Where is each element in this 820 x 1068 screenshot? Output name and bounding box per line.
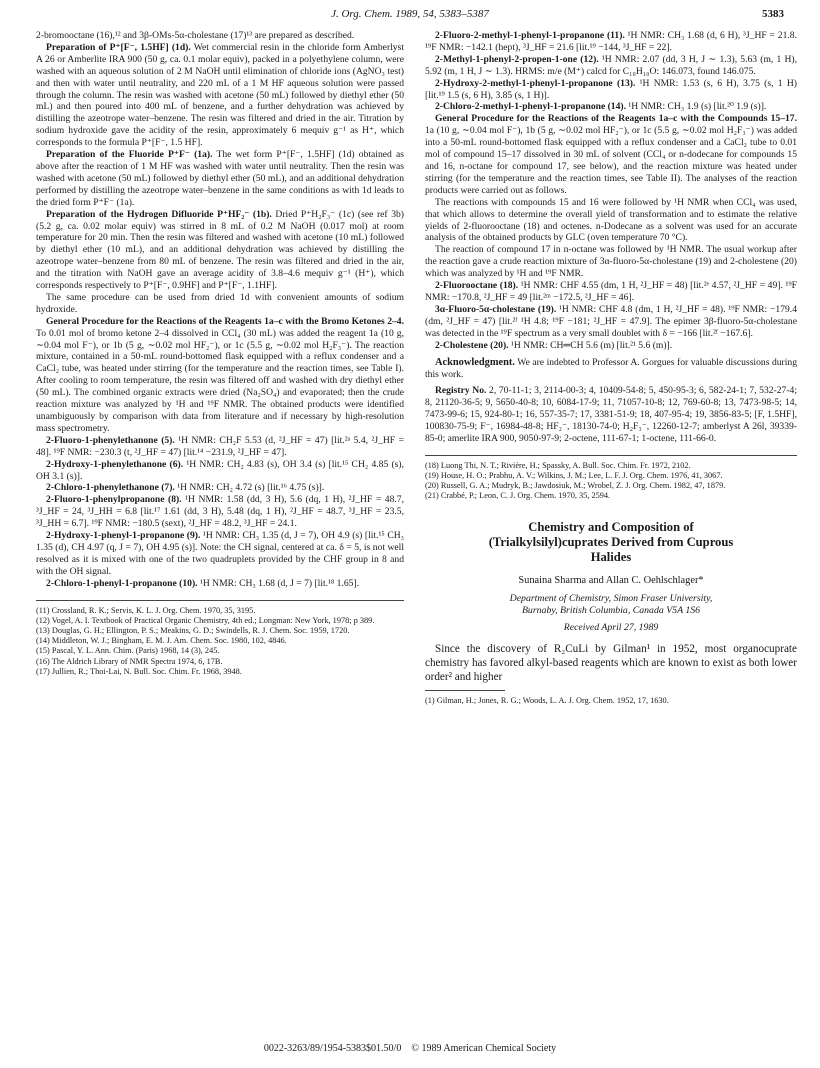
footnotes-right: [425, 461, 797, 502]
running-head: [0, 8, 820, 26]
footnote: (14) Middleton, W. J.; Bingham, E. M. J. Am. Chem. Soc. 1980, 102, 4846.: [36, 636, 287, 646]
compound-entry: [36, 482, 404, 494]
footnote-divider: [36, 600, 404, 601]
paragraph-text: 1a (10 g, ∼0.04 mol F⁻), 1b (5 g, ∼0.02 mol HF₂⁻), or 1c (5.5 g, ∼0.02 mol H₂F₃⁻) was added into a 50-mL round-bottomed flask equipped with a reflux condenser and a CaCl₂ tube to 0.01 mol of compound 15–17 dissolved in 30 mL of solvent (CCl₄ or n-dodecane for compounds 15 and 16, n-octane for compound 17, see below), and the reaction mixture was heated under stirring (for the temperature and the reaction times, see Table II). The analyses of the reaction products were carried out as follows.: [425, 125, 797, 196]
compound-name: 2-Hydroxy-1-phenyl-1-propanone (9).: [46, 530, 201, 542]
paragraph: The reaction of compound 17 in n-octane was followed by ¹H NMR. The usual workup after the reaction gave a crude reaction mixture of 3α-fluoro-5α-cholestane (19) and 2-cholestene (20) which was analyzed by ¹H and ¹⁹F NMR.: [425, 244, 797, 280]
compound-data: ¹H NMR: CHF 4.8 (dm, 1 H, ²J_HF = 48). ¹⁹F NMR: −179.4 (dm, ²J_HF = 47) [lit.²ᶠ ¹H 4.8; ¹⁹F −181; ²J_HF = 47.9]. The epimer 3β-fluoro-5α-cholestane was detected in the ¹⁹F spectrum as a very small doublet with δ = −166 [lit.²ᶠ −167.6].: [425, 303, 797, 339]
footnote: (13) Douglas, G. H.; Ellington, P. S.; Meakins, G. D.; Swindells, R. J. Chem. Soc. 1959, 1720.: [36, 626, 350, 635]
page-number: 5383: [762, 8, 784, 20]
compound-name: 2-Hydroxy-2-methyl-1-phenyl-1-propanone (13).: [435, 77, 636, 89]
registry-heading: Registry No.: [435, 385, 487, 397]
compound-data: ¹H NMR: CHF 4.55 (dm, 1 H, ²J_HF = 48) [lit.²ᵉ 4.57, ²J_HF = 49]. ¹⁹F NMR: −170.8, ²J_HF = 49 [lit.²ᵐ −172.5, ²J_HF = 46].: [425, 280, 798, 303]
footnote: (11) Crossland, R. K.; Servis, K. L. J. Org. Chem. 1970, 35, 3195.: [36, 605, 256, 615]
acknowledgment-text: We are indebted to Professor A. Gorgues for valuable discussions during this work.: [425, 357, 797, 381]
footnote: (20) Russell, G. A.; Mudryk, B.; Jawdosiuk, M.; Wrobel, Z. J. Org. Chem. 1982, 47, 1879.: [425, 481, 726, 491]
compound-data: ¹H NMR: CH₃ 1.68 (d, 6 H), ³J_HF = 21.8. ¹⁹F NMR: −142.1 (hept), ³J_HF = 21.6 [lit.¹⁹ −144, ³J_HF = 22].: [425, 30, 797, 53]
paragraph-heading: General Procedure for the Reactions of the Reagents 1a–c with the Bromo Ketones 2–4.: [46, 315, 404, 327]
compound-entry: [425, 304, 797, 340]
compound-entry: [36, 494, 404, 530]
footnote-divider: [425, 690, 505, 691]
compound-name: 2-Hydroxy-1-phenylethanone (6).: [46, 458, 184, 470]
compound-data: ¹H NMR: CH₂ 4.72 (s) [lit.¹⁶ 4.75 (s)].: [174, 482, 325, 494]
footnote: (19) House, H. O.; Prabhu, A. V.; Wilkins, J. M.; Lee, L. F. J. Org. Chem. 1976, 41, 3067.: [425, 471, 723, 481]
compound-entry: [425, 78, 797, 102]
page-footer: [0, 1043, 820, 1054]
paragraph-heading: General Procedure for the Reactions of the Reagents 1a–c with the Compounds 15–17.: [435, 113, 797, 125]
article-intro: Since the discovery of R₂CuLi by Gilman¹ in 1952, most organocuprate chemistry has favored alkyl-based reagents which are known to exist as both lower order² and higher: [425, 643, 797, 683]
article-authors: Sunaina Sharma and Allan C. Oehlschlager*: [518, 574, 704, 586]
compound-entry: [425, 30, 797, 54]
compound-data: ¹H NMR: CH═CH 5.6 (m) [lit.²¹ 5.6 (m)].: [508, 339, 673, 351]
journal-citation: J. Org. Chem. 1989, 54, 5383–5387: [331, 8, 489, 20]
acknowledgment-heading: Acknowledgment.: [435, 357, 515, 369]
footnote: (21) Crabbé, P.; Leon, C. J. Org. Chem. 1970, 35, 2594.: [425, 491, 611, 501]
compound-name: 2-Fluoro-1-phenylethanone (5).: [46, 434, 175, 446]
footnotes-left: [36, 606, 404, 677]
article-title-line: Chemistry and Composition of: [528, 519, 694, 534]
document-code: 0022-3263/89/1954-5383$01.50/0: [263, 1043, 402, 1054]
article-title-line: (Trialkylsilyl)cuprates Derived from Cuprous: [488, 534, 734, 549]
compound-data: ¹H NMR: 2.07 (dd, 3 H, J ∼ 1.3), 5.63 (m, 1 H), 5.92 (m, 1 H, J ∼ 1.3). HRMS: m/e (M⁺) calcd for C₁₀H₁₀O: 146.073, found 146.075.: [425, 53, 797, 77]
paragraph-heading: Preparation of P⁺[F⁻, 1.5HF] (1d).: [46, 41, 191, 53]
footnote: (15) Pascal, Y. L. Ann. Chim. (Paris) 1968, 14 (3), 245.: [36, 646, 220, 656]
paragraph: [36, 149, 404, 209]
affiliation-line: Department of Chemistry, Simon Fraser University,: [509, 592, 713, 604]
footnote: (18) Luong Thi, N. T.; Rivière, H.; Spassky, A. Bull. Soc. Chim. Fr. 1972, 2102.: [425, 460, 691, 470]
paragraph-text: Dried P⁺H₂F₃⁻ (1c) (see ref 3b) (5.2 g, ca. 0.02 molar equiv) was stirred in 8 mL of 0.2 M NaOH (0.017 mol) at room temperature for 20 min. Then the resin was filtered and washed with acetone (10 mL) followed by diethyl ether (10 mL), and an additional dehydration was achieved by distilling the azeotrope water–benzene from 80 mL of benzene. The resin was filtered and dried in the air, and the titration with NaOH gave an average acidity of 3.8–4.6 mequiv g⁻¹ (H⁺), which corresponds respectively to P⁺[F⁻, 0.9HF] and P⁺[F⁻, 1.1HF].: [36, 208, 404, 292]
compound-data: ¹H NMR: CH₃ 1.35 (d, J = 7), OH 4.9 (s) [lit.¹⁵ CH₃ 1.35 (d), CH 4.97 (q, J = 7), OH 4.95 (s)]. Note: the CH signal, centered at ca. δ = 5, is not well resolved as it is mixed with one of the two quadruplets provided by the CHF group in 8 and with the OH signal.: [36, 530, 404, 577]
compound-data: ¹H NMR: CH₂ 4.83 (s), OH 3.4 (s) [lit.¹⁵ CH₂ 4.85 (s), OH 3.1 (s)].: [36, 458, 404, 482]
compound-entry: [425, 280, 797, 304]
paragraph: [36, 209, 404, 292]
paragraph: 2-bromooctane (16),¹² and 3β-OMs-5α-cholestane (17)¹³ are prepared as described.: [36, 30, 355, 41]
acknowledgment: [425, 357, 797, 381]
compound-name: 2-Chloro-1-phenylethanone (7).: [46, 482, 175, 494]
footnote: (17) Jullien, R.; Thoi-Lai, N. Bull. Soc. Chim. Fr. 1968, 3948.: [36, 666, 242, 676]
paragraph: [36, 316, 404, 435]
paragraph-heading: Preparation of the Fluoride P⁺F⁻ (1a).: [46, 149, 213, 161]
article-title-line: Halides: [590, 549, 632, 564]
compound-name: 3α-Fluoro-5α-cholestane (19).: [435, 303, 557, 315]
paragraph: [36, 42, 404, 149]
compound-name: 2-Fluorooctane (18).: [435, 280, 519, 292]
registry-text: 2, 70-11-1; 3, 2114-00-3; 4, 10409-54-8; 5, 450-95-3; 6, 582-24-1; 7, 532-27-4; 8, 21120-36-5; 9, 5650-40-8; 10, 6084-17-9; 11, 71057-10-8; 12, 769-60-8; 13, 7473-98-5; 14, 7473-99-6; 15, 924-80-1; 16, 557-35-7; 17, 3381-51-9; 18, 407-95-4; 19, 3856-83-5; [F, 1.5HF], 100830-75-9; F⁻, 16984-48-8; HF₂⁻, 18130-74-0; H₂F₃⁻, 12260-12-7; amberlyst A 26l, 39339-85-0; amerlite IRA 900, 9050-97-9; 2-octene, 111-67-1; 1-octene, 111-66-0.: [425, 385, 797, 444]
compound-entry: [425, 340, 797, 352]
article-affiliation: [425, 593, 797, 617]
footnote: (16) The Aldrich Library of NMR Spectra 1974, 6, 17B.: [36, 656, 223, 666]
left-column: [36, 30, 404, 677]
received-date: Received April 27, 1989: [563, 621, 659, 633]
article-title: [425, 520, 797, 565]
compound-name: 2-Fluoro-1-phenylpropanone (8).: [46, 494, 182, 506]
paragraph: The same procedure can be used from dried 1d with convenient amounts of sodium hydroxide.: [36, 291, 404, 315]
footnote: (12) Vogel, A. I. Textbook of Practical Organic Chemistry, 4th ed.; Longman: New York, 1978; p 389.: [36, 615, 375, 625]
paragraph: [425, 113, 797, 196]
compound-entry: [425, 101, 797, 113]
paragraph-text: To 0.01 mol of bromo ketone 2–4 dissolved in CCl₄ (30 mL) was added the reagent 1a (10 g, ∼0.04 mol F⁻), or 1b (5 g, ∼0.02 mol HF₂⁻), or 1c (5.5 g, ∼0.02 mol H₂F₃⁻). The reaction mixture, contained in a 50-mL round-bottomed flask equipped with a reflux condenser and a CaCl₂ tube, was heated under stirring (for the temperature and the reaction times, see Table I). After cooling to room temperature, the resin was filtered off and washed with dry diethyl ether (50 mL). The combined organic extracts were dried (Na₂SO₄) and evaporated; then the crude reaction mixture was analyzed by ¹H and ¹⁹F NMR. The obtained products were identified unambiguously by comparison with data from literature and if necessary by high-resolution mass spectrometry.: [36, 327, 404, 434]
right-column: [425, 30, 797, 706]
footnote-divider: [425, 455, 797, 456]
compound-entry: [36, 578, 404, 590]
compound-name: 2-Chloro-2-methyl-1-phenyl-1-propanone (14).: [435, 101, 626, 113]
paragraph-text: The wet form P⁺[F⁻, 1.5HF] (1d) obtained as above after the reaction of 1 M HF was washed with water until neutrality. Then the resin was washed with acetone (50 mL) followed by diethyl ether (50 mL), and an additional dehydration performed by distilling the azeotrope water–benzene in the same conditions as with 1d leads to the dried form P⁺F⁻ (1a).: [36, 149, 404, 208]
paragraph-heading: Preparation of the Hydrogen Difluoride P⁺HF₂⁻ (1b).: [46, 208, 272, 220]
compound-entry: [36, 530, 404, 578]
compound-data: ¹H NMR: CH₃ 1.68 (d, J = 7) [lit.¹⁸ 1.65].: [197, 577, 360, 589]
compound-data: ¹H NMR: CH₂F 5.53 (d, ²J_HF = 47) [lit.²ᵃ 5.4, ²J_HF = 48]. ¹⁹F NMR: −230.3 (t, ²J_HF = 47) [lit.¹⁴ −231.9, ²J_HF = 47].: [36, 434, 404, 458]
compound-data: ¹H NMR: 1.53 (s, 6 H), 3.75 (s, 1 H) [lit.¹⁹ 1.5 (s, 6 H), 3.85 (s, 1 H)].: [425, 77, 797, 101]
compound-entry: [36, 435, 404, 459]
compound-entry: [425, 54, 797, 78]
paragraph: The reactions with compounds 15 and 16 were followed by ¹H NMR when CCl₄ was used, that which allows to determine the overall yield of transformation and to estimate the relative yields of 2-fluorooctane (18) and octenes. n-Dodecane as a solvent was used for an accurate analysis of the obtained products by GLC (oven temperature 70 °C).: [425, 196, 797, 244]
footnote: (1) Gilman, H.; Jones, R. G.; Woods, L. A. J. Org. Chem. 1952, 17, 1630.: [425, 696, 669, 706]
paragraph-text: Wet commercial resin in the chloride form Amberlyst A 26 or Amberlite IRA 900 (50 g, ca. 0.1 molar equiv), packed in a polyethylene column, were washed with an aqueous solution of 2 M NaOH until elimination of chloride ions (AgNO₃ test) and then with water until neutrality, and 220 mL of a 1 M HF aqueous solution were passed through the column. The resin was washed with acetone (50 mL) followed by diethyl ether (50 mL) and then poured into 400 mL of benzene, and a further dehydration was achieved by distilling the azeotrope water–benzene. The resin was filtered and dried in the air. Titration by sodium hydroxide gave the acidity of the resin, approximately 6 mequiv g⁻¹ as H⁺, which corresponds to the formula P⁺[F⁻, 1.5 HF].: [36, 41, 404, 149]
compound-name: 2-Fluoro-2-methyl-1-phenyl-1-propanone (11).: [435, 30, 625, 41]
compound-data: ¹H NMR: CH₃ 1.9 (s) [lit.²⁰ 1.9 (s)].: [626, 101, 767, 113]
compound-entry: [36, 459, 404, 483]
registry-numbers: [425, 385, 797, 445]
new-article: [425, 520, 797, 707]
affiliation-line: Burnaby, British Columbia, Canada V5A 1S6: [521, 604, 701, 616]
compound-data: ¹H NMR: 1.58 (dd, 3 H), 5.6 (dq, 1 H), ²J_HF = 48.7, ³J_HF = 24, ³J_HH = 6.8 [lit.¹⁷ 1.61 (dd, 3 H), 5.48 (dq, 1 H), ²J_HF = 48.7, ³J_HF = 23.5, ³J_HH = 6.7]. ¹⁹F NMR: −180.5 (sext), ²J_HF = 48.2, ³J_HF = 24.1.: [36, 494, 404, 530]
article-footnotes: [425, 696, 797, 706]
copyright: © 1989 American Chemical Society: [411, 1043, 557, 1054]
compound-name: 2-Chloro-1-phenyl-1-propanone (10).: [46, 577, 198, 589]
compound-name: 2-Cholestene (20).: [435, 339, 509, 351]
compound-name: 2-Methyl-1-phenyl-2-propen-1-one (12).: [435, 53, 599, 65]
